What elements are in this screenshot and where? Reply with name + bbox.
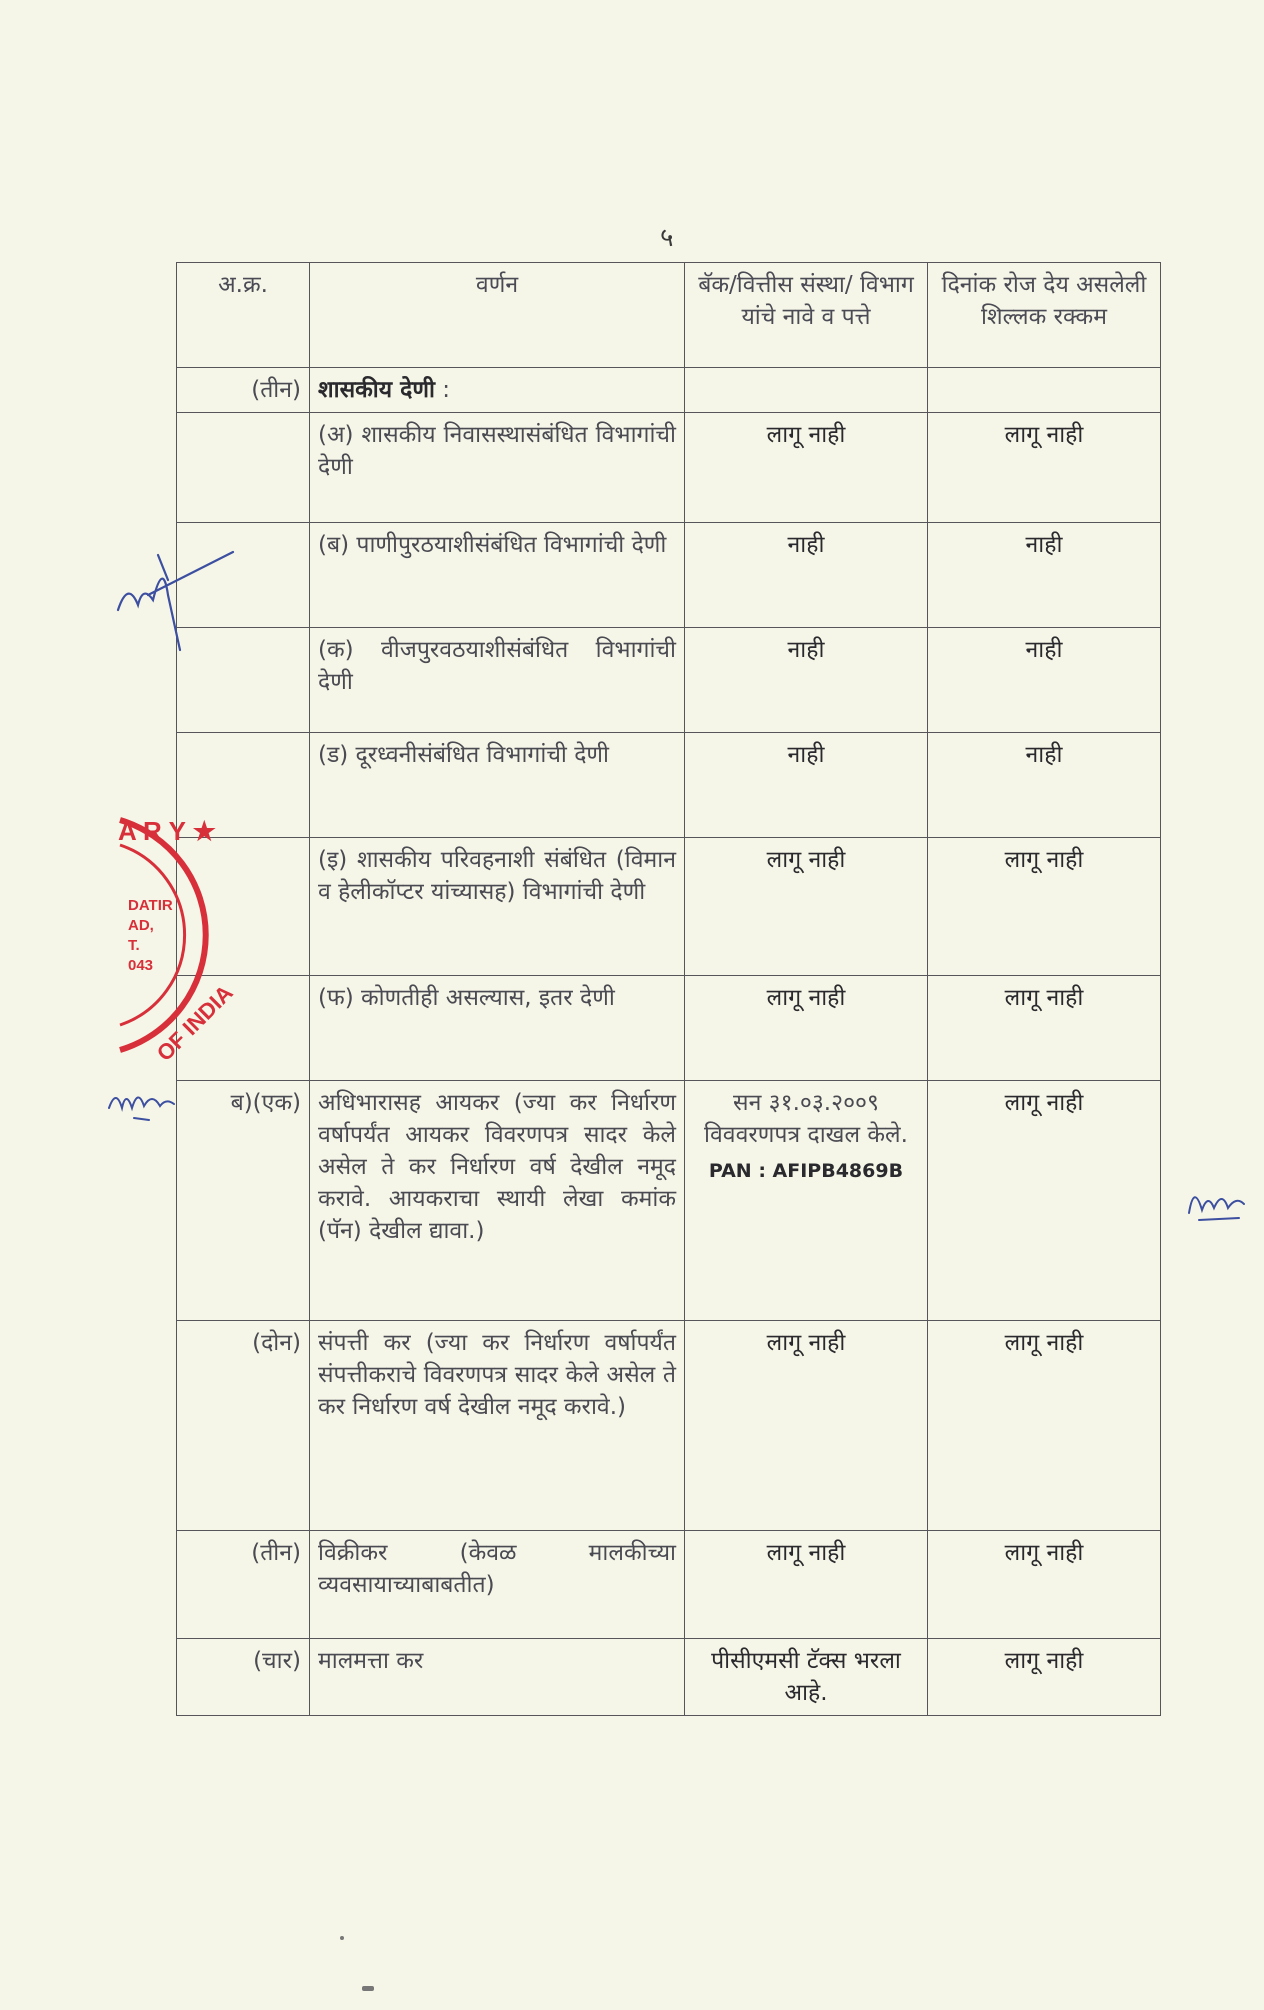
row-bank: पीसीएमसी टॅक्स भरला आहे. (685, 1639, 928, 1716)
signature-mark-2 (104, 1078, 184, 1138)
notary-stamp (100, 800, 250, 1070)
row-bank: लागू नाही (685, 413, 928, 523)
table-row (177, 1531, 1161, 1639)
row-amount: नाही (928, 523, 1161, 628)
row-description: (ड) दूरध्वनीसंबंधित विभागांची देणी (310, 733, 685, 838)
row-amount: लागू नाही (928, 1081, 1161, 1321)
page-number: ५ (660, 223, 674, 253)
header-description: वर्णन (310, 263, 685, 368)
liabilities-table (176, 262, 1161, 1716)
stamp-inner-text: DATIR (128, 897, 173, 914)
row-bank: लागू नाही (685, 976, 928, 1081)
svg-text:OF INDIA: OF INDIA (151, 980, 238, 1066)
table-row (177, 838, 1161, 976)
section-title: शासकीय देणी (318, 377, 435, 403)
row-sr: (दोन) (177, 1321, 310, 1531)
table-row (177, 733, 1161, 838)
header-bank: बॅक/वित्तीस संस्था/ विभाग यांचे नावे व पत्ते (685, 263, 928, 368)
signature-mark-1 (108, 540, 238, 660)
row-amount: लागू नाही (928, 976, 1161, 1081)
row-bank: लागू नाही (685, 1531, 928, 1639)
svg-text:T.: T. (128, 937, 140, 954)
svg-text:AD,: AD, (128, 917, 154, 934)
section-title-cell (310, 368, 685, 413)
row-bank: लागू नाही (685, 838, 928, 976)
header-amount: दिनांक रोज देय असलेली शिल्लक रक्कम (928, 263, 1161, 368)
table-header-row (177, 263, 1161, 368)
row-bank: सन ३१.०३.२००९ विववरणपत्र दाखल केले. (704, 1090, 908, 1148)
row-description: अधिभारासह आयकर (ज्या कर निर्धारण वर्षापर्यंत आयकर विवरणपत्र सादर केले असेल ते कर निर्धारण वर्ष देखील नमूद करावे. आयकराचा स्थायी लेखा कमांक (पॅन) देखील द्यावा.) (310, 1081, 685, 1321)
row-bank: लागू नाही (685, 1321, 928, 1531)
table-row (177, 1081, 1161, 1321)
row-description: (ब) पाणीपुरठयाशीसंबंधित विभागांची देणी (310, 523, 685, 628)
row-amount: लागू नाही (928, 1639, 1161, 1716)
speck (340, 1936, 344, 1940)
speck (362, 1986, 374, 1991)
row-sr: (चार) (177, 1639, 310, 1716)
row-description: (इ) शासकीय परिवहनाशी संबंधित (विमान व हेलीकॉप्टर यांच्यासह) विभागांची देणी (310, 838, 685, 976)
row-description: (फ) कोणतीही असल्यास, इतर देणी (310, 976, 685, 1081)
section-suffix: : (434, 377, 450, 403)
section-row (177, 368, 1161, 413)
table-row (177, 976, 1161, 1081)
table-row (177, 1321, 1161, 1531)
table-body (177, 413, 1161, 1716)
row-amount: लागू नाही (928, 1321, 1161, 1531)
section-sr: (तीन) (177, 368, 310, 413)
row-description: (क) वीजपुरवठयाशीसंबंधित विभागांची देणी (310, 628, 685, 733)
row-amount: लागू नाही (928, 838, 1161, 976)
table-row (177, 628, 1161, 733)
row-bank: नाही (685, 733, 928, 838)
table-row (177, 413, 1161, 523)
row-description: संपत्ती कर (ज्या कर निर्धारण वर्षापर्यंत संपत्तीकराचे विवरणपत्र सादर केले असेल ते कर निर्धारण वर्ष देखील नमूद करावे.) (310, 1321, 685, 1531)
row-amount: लागू नाही (928, 413, 1161, 523)
row-description: मालमत्ता कर (310, 1639, 685, 1716)
row-amount: नाही (928, 628, 1161, 733)
stamp-text: A R Y ★ (118, 816, 216, 846)
row-sr: ब)(एक) (177, 1081, 310, 1321)
svg-text:043: 043 (128, 957, 154, 974)
row-sr (177, 413, 310, 523)
row-bank: नाही (685, 523, 928, 628)
row-sr: (तीन) (177, 1531, 310, 1639)
table-row (177, 1639, 1161, 1716)
stamp-ring-inner (120, 845, 185, 1025)
row-description: विक्रीकर (केवळ मालकीच्या व्यवसायाच्याबाबतीत) (310, 1531, 685, 1639)
row-amount: लागू नाही (928, 1531, 1161, 1639)
header-sr: अ.क्र. (177, 263, 310, 368)
row-bank-cell (685, 1081, 928, 1321)
pan-number: PAN : AFIPB4869B (708, 1160, 904, 1182)
table-row (177, 523, 1161, 628)
row-bank: नाही (685, 628, 928, 733)
row-amount: नाही (928, 733, 1161, 838)
signature-mark-3 (1184, 1178, 1254, 1228)
row-description: (अ) शासकीय निवासस्थासंबंधित विभागांची देणी (310, 413, 685, 523)
